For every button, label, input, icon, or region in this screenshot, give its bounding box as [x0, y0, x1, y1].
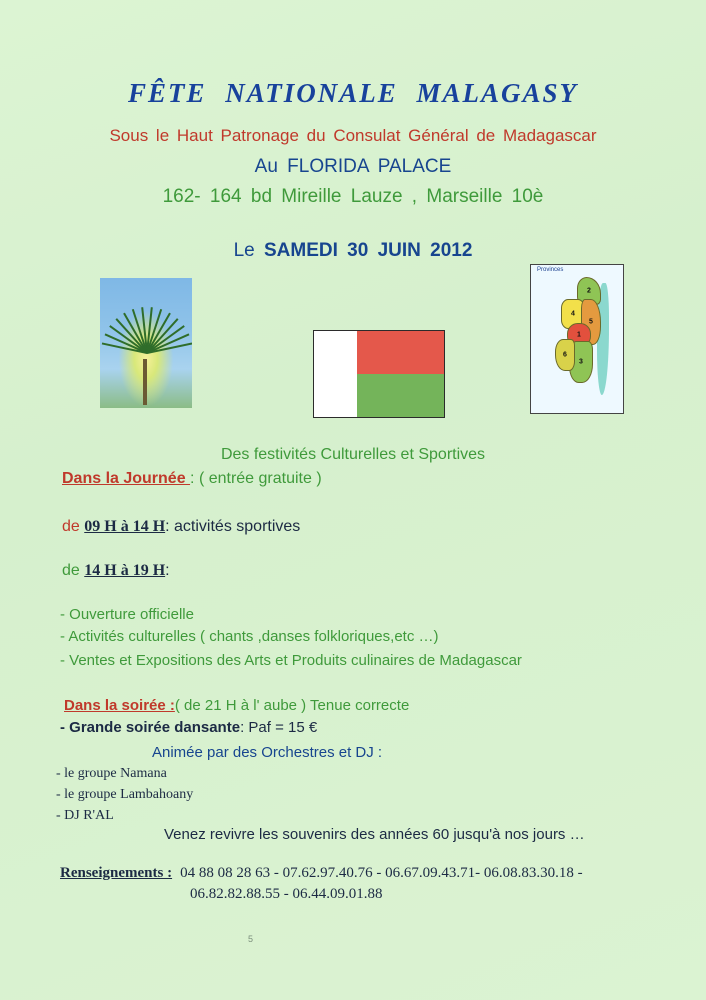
patronage-line: Sous le Haut Patronage du Consulat Général de Madagascar — [109, 126, 597, 145]
flag-red-band — [357, 331, 444, 374]
daytime-note: : ( entrée gratuite ) — [190, 470, 322, 487]
map-island — [553, 277, 601, 403]
map-region-6-label: 6 — [563, 351, 567, 359]
madagascar-flag-image — [313, 330, 445, 418]
madagascar-province-map — [530, 264, 624, 414]
scan-mark: 5 — [248, 934, 254, 944]
list-item: - le groupe Lambahoany — [56, 787, 194, 802]
evening-label: Dans la soirée : — [64, 697, 175, 714]
info-section — [60, 864, 583, 882]
list-item: - Ventes et Expositions des Arts et Produits culinaires de Madagascar — [60, 652, 522, 669]
event-date — [0, 240, 706, 262]
map-region-2-label: 2 — [587, 287, 591, 295]
map-region-3-label: 3 — [579, 358, 583, 366]
dance-price: : Paf = 15 € — [240, 719, 318, 736]
festivities-line: Des festivités Culturelles et Sportives — [220, 446, 486, 463]
flag-green-band — [357, 374, 444, 417]
slot2-text: : — [165, 562, 170, 579]
map-region-1-label: 1 — [577, 331, 581, 339]
map-region-4-label: 4 — [571, 310, 575, 318]
flag-white-band — [314, 331, 357, 417]
list-item: - Activités culturelles ( chants ,danses folkloriques,etc …) — [60, 628, 439, 645]
evening-note: ( de 21 H à l' aube ) Tenue correcte — [174, 697, 410, 714]
list-item: - Ouverture officielle — [60, 606, 194, 623]
evening-section-heading — [64, 697, 409, 714]
palm-tree-image — [100, 278, 192, 408]
map-caption: Provinces — [537, 267, 564, 273]
slot1-time: 09 H à 14 H — [84, 518, 166, 535]
slot2-time: 14 H à 19 H — [84, 562, 166, 579]
dance-party-line — [60, 719, 317, 736]
list-item: - le groupe Namana — [56, 766, 167, 781]
date-prefix: Le — [233, 240, 264, 261]
illustration-row — [0, 267, 706, 432]
schedule-slot-1 — [62, 518, 300, 536]
flag-bands — [357, 331, 444, 417]
info-phones-line1: 04 88 08 28 63 - 07.62.97.40.76 - 06.67.09.43.71- 06.08.83.30.18 - — [180, 865, 583, 881]
slot1-text: : activités sportives — [165, 518, 301, 535]
slot1-prefix: de — [62, 518, 85, 535]
daytime-section-heading — [62, 470, 322, 488]
map-region-6 — [555, 339, 575, 371]
dance-bullet-label: - Grande soirée dansante — [60, 719, 241, 736]
slot2-prefix: de — [62, 562, 85, 579]
schedule-slot-2 — [62, 562, 170, 580]
closing-line: Venez revivre les souvenirs des années 60 jusqu'à nos jours … — [164, 826, 585, 843]
page-title: FÊTE NATIONALE MALAGASY — [127, 78, 579, 108]
info-label: Renseignements : — [60, 865, 173, 881]
palm-trunk — [143, 359, 147, 405]
daytime-label: Dans la Journée — [62, 470, 191, 487]
list-item: - DJ R'AL — [56, 808, 114, 823]
info-phones-line2: 06.82.82.88.55 - 06.44.09.01.88 — [190, 886, 383, 902]
animated-by-line: Animée par des Orchestres et DJ : — [152, 744, 383, 761]
date-main: SAMEDI 30 JUIN 2012 — [264, 240, 473, 261]
venue-line: Au FLORIDA PALACE — [254, 156, 452, 177]
map-region-5-label: 5 — [589, 318, 593, 326]
address-line: 162- 164 bd Mireille Lauze , Marseille 10è — [162, 186, 544, 207]
